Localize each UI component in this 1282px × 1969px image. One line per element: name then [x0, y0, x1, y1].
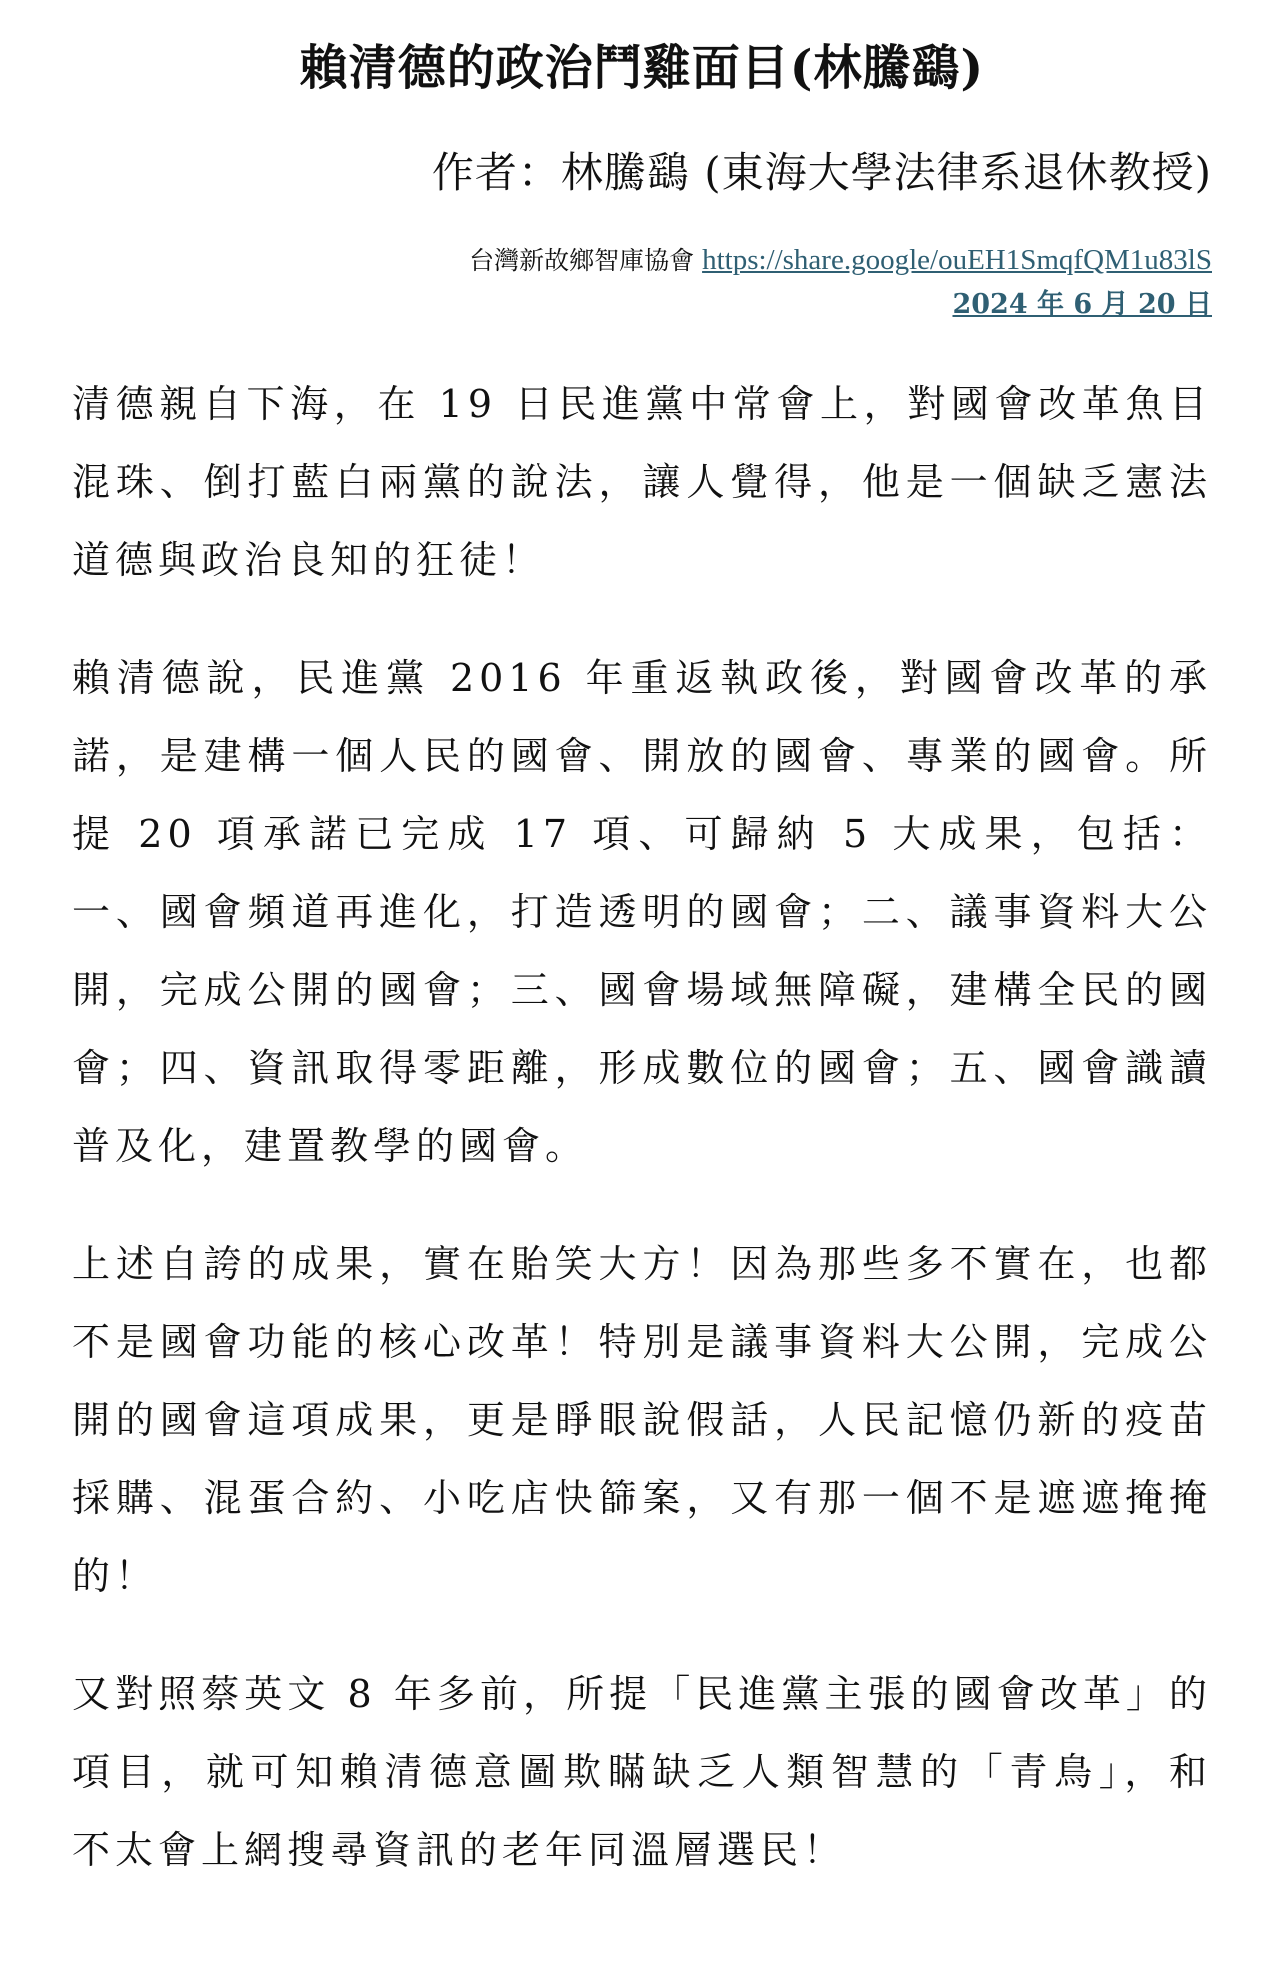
article-paragraph-3: 上述自誇的成果，實在貽笑大方！因為那些多不實在，也都不是國會功能的核心改革！特別是議事資料大公開，完成公開的國會這項成果，更是睜眼說假話，人民記憶仍新的疫苗採購、混蛋合約、小吃店快篩案，又有那一個不是遮遮掩掩的！: [72, 1242, 1212, 1598]
article-title: 賴清德的政治鬥雞面目(林騰鷂): [299, 40, 985, 96]
source-link[interactable]: https://share.google/ouEH1SmqfQM1u83lS: [702, 244, 1212, 276]
article-body: [72, 365, 1212, 1889]
article-paragraph-4: 又對照蔡英文 8 年多前，所提「民進黨主張的國會改革」的項目，就可知賴清德意圖欺瞞缺乏人類智慧的「青鳥」，和不太會上網搜尋資訊的老年同溫層選民！: [72, 1672, 1212, 1872]
source-organization: 台灣新故鄉智庫協會: [469, 246, 695, 275]
publication-date: 2024 年 6 月 20 日: [952, 289, 1212, 320]
source-line: [72, 242, 1212, 279]
article-paragraph-1: 清德親自下海，在 19 日民進黨中常會上，對國會改革魚目混珠、倒打藍白兩黨的說法，讓人覺得，他是一個缺乏憲法道德與政治良知的狂徒！: [72, 382, 1212, 582]
author-line: 作者：林騰鷂 (東海大學法律系退休教授): [431, 148, 1212, 197]
article-paragraph-2: 賴清德說，民進黨 2016 年重返執政後，對國會改革的承諾，是建構一個人民的國會、開放的國會、專業的國會。所提 20 項承諾已完成 17 項、可歸納 5 大成果，包括：一、國會頻道再進化，打造透明的國會；二、議事資料大公開，完成公開的國會；三、國會場域無障礙，建構全民的國會；四、資訊取得零距離，形成數位的國會；五、國會識讀普及化，建置教學的國會。: [72, 656, 1212, 1168]
